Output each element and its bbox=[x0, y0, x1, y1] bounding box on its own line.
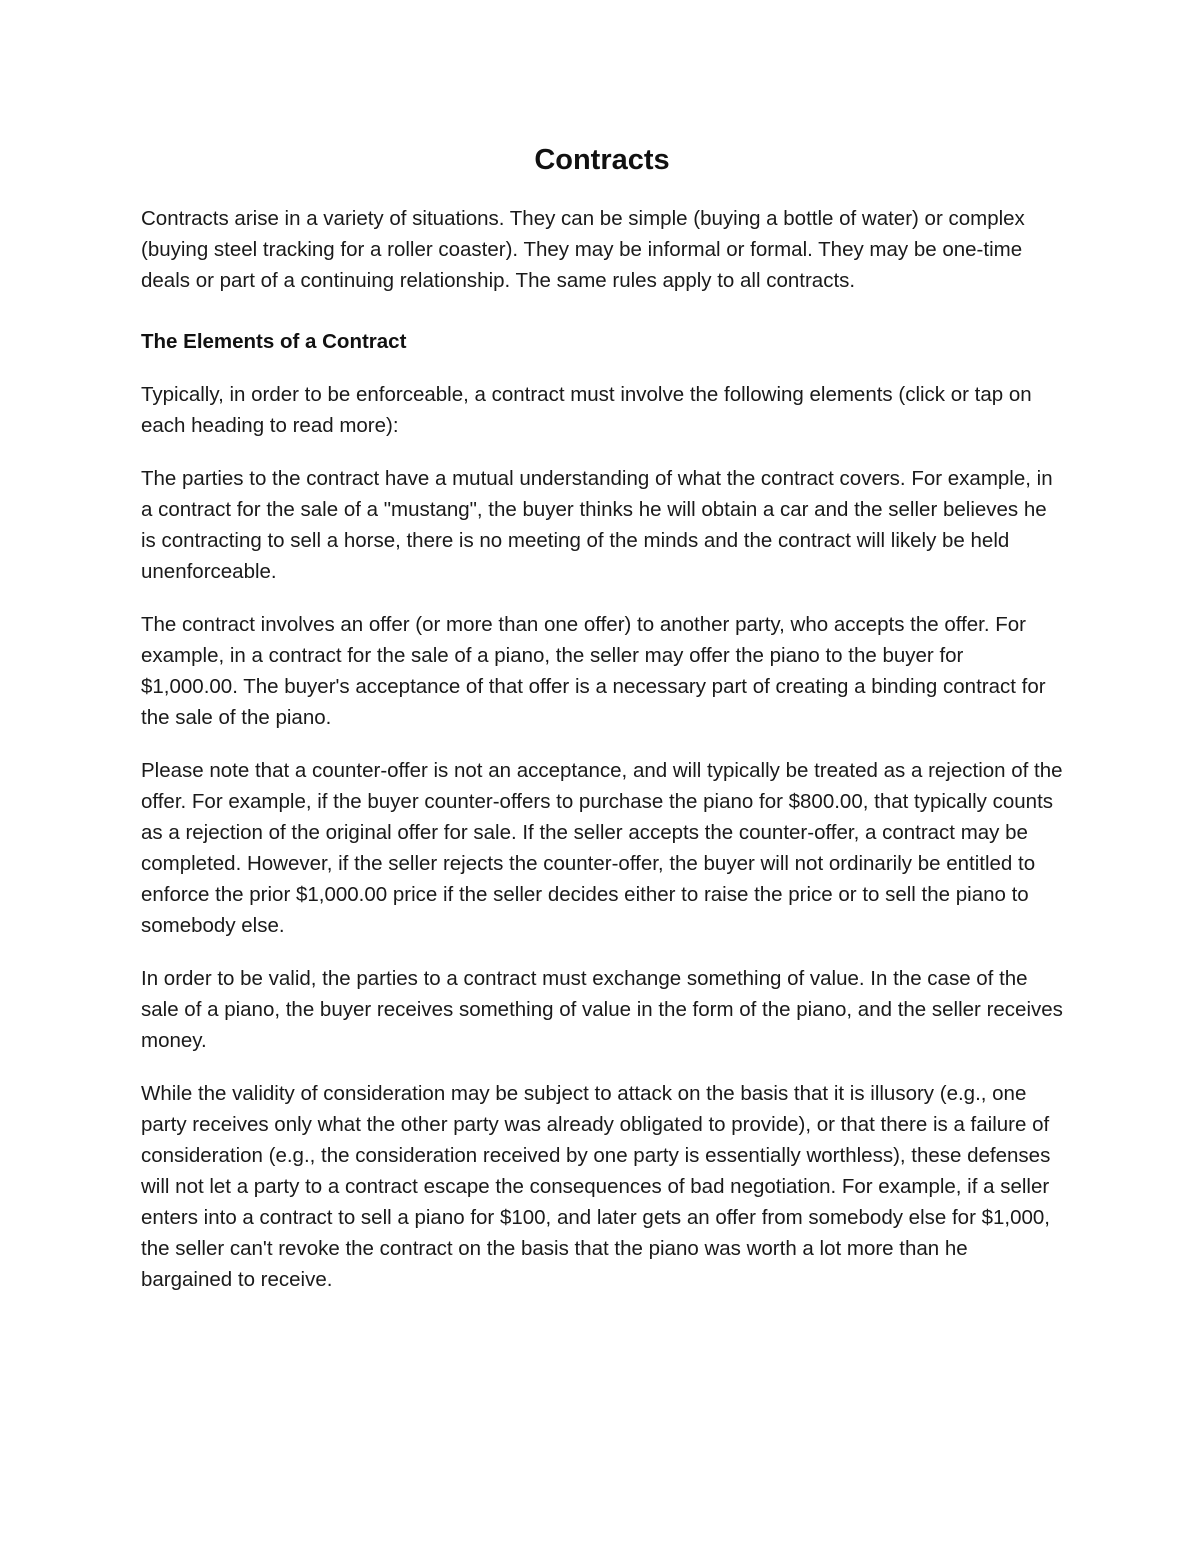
paragraph-elements-intro: Typically, in order to be enforceable, a contract must involve the following elements (click or tap on each heading to read more): bbox=[141, 383, 1032, 437]
paragraph-offer-acceptance: The contract involves an offer (or more than one offer) to another party, who accepts the offer. For example, in a contract for the sale of a piano, the seller may offer the piano to the buyer for $1,000.00. The buyer's acceptance of that offer is a necessary part of creating a binding contract for the sale of the piano. bbox=[141, 613, 1046, 729]
paragraph-mutual-understanding: The parties to the contract have a mutual understanding of what the contract covers. For example, in a contract for the sale of a "mustang", the buyer thinks he will obtain a car and the seller believes he is contracting to sell a horse, there is no meeting of the minds and the contract will likely be held unenforceable. bbox=[141, 467, 1053, 583]
intro-paragraph: Contracts arise in a variety of situations. They can be simple (buying a bottle of water) or complex (buying steel tracking for a roller coaster). They may be informal or formal. They may be one-time deals or part of a continuing relationship. The same rules apply to all contracts. bbox=[141, 207, 1025, 292]
document-body bbox=[141, 140, 1063, 1317]
paragraph-consideration: In order to be valid, the parties to a contract must exchange something of value. In the case of the sale of a piano, the buyer receives something of value in the form of the piano, and the seller receives money. bbox=[141, 967, 1063, 1052]
paragraph-counter-offer: Please note that a counter-offer is not an acceptance, and will typically be treated as a rejection of the offer. For example, if the buyer counter-offers to purchase the piano for $800.00, that typically counts as a rejection of the original offer for sale. If the seller accepts the counter-offer, a contract may be completed. However, if the seller rejects the counter-offer, the buyer will not ordinarily be entitled to enforce the prior $1,000.00 price if the seller decides either to raise the price or to sell the piano to somebody else. bbox=[141, 759, 1063, 937]
paragraph-consideration-validity: While the validity of consideration may be subject to attack on the basis that it is illusory (e.g., one party receives only what the other party was already obligated to provide), or that there is a failure of consideration (e.g., the consideration received by one party is essentially worthless), these defenses will not let a party to a contract escape the consequences of bad negotiation. For example, if a seller enters into a contract to sell a piano for $100, and later gets an offer from somebody else for $1,000, the seller can't revoke the contract on the basis that the piano was worth a lot more than he bargained to receive. bbox=[141, 1082, 1051, 1291]
page-title: Contracts bbox=[534, 144, 670, 176]
section-heading: The Elements of a Contract bbox=[141, 330, 407, 353]
